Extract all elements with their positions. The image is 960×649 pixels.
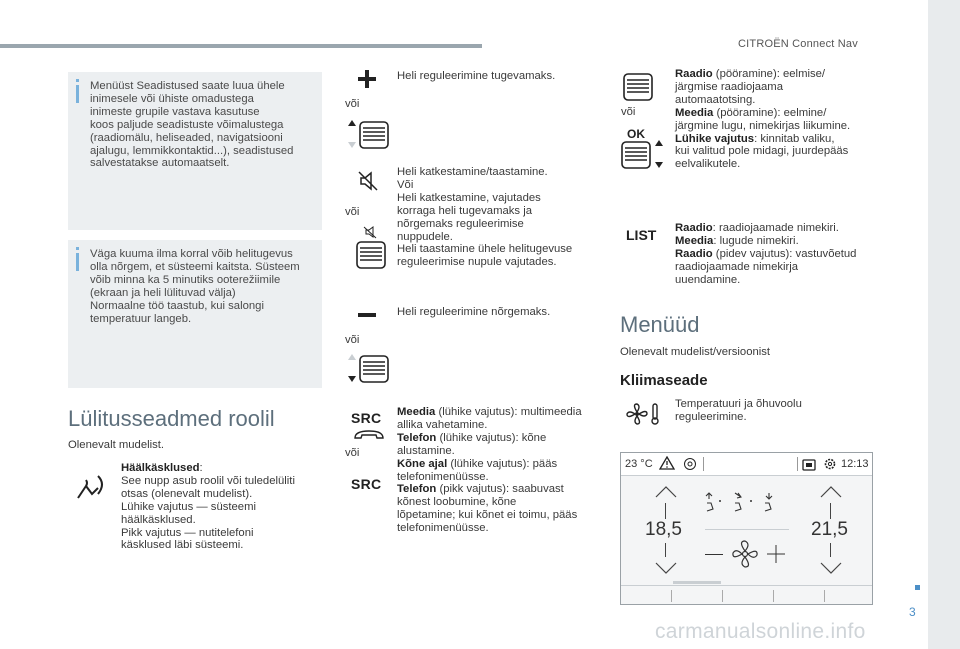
- bottom-bar-separator: [773, 590, 774, 602]
- mute-icon: [358, 170, 378, 192]
- note-box-heat: [68, 240, 322, 388]
- left-temp-divider-top: [665, 503, 666, 519]
- volume-down-text: Heli reguleerimine nõrgemaks.: [397, 306, 551, 318]
- or-label: või: [345, 447, 360, 459]
- separator: [703, 457, 704, 471]
- list-text: [675, 222, 885, 287]
- short-press-text: : kinnitab valiku, kui valitud pole midagi, juurdepääs eelvalikutele.: [675, 132, 849, 171]
- right-temp-up-icon: [820, 485, 842, 497]
- media-text: (lühike vajutus): multimeedia allika vahetamine.: [397, 406, 582, 431]
- section-subtitle: Olenevalt mudelist.: [68, 439, 165, 451]
- voice-desc: See nupp asub roolil või tuledelüliti otsas (olenevalt mudelist). Lühike vajutus — süsteemi häälkäsklused. Pikk vajutus — nutitelefoni käsklused läbi süsteemi.: [121, 474, 295, 552]
- list-radio-text: : raadiojaamade nimekiri.: [712, 222, 839, 234]
- list-button: LIST: [626, 227, 657, 243]
- voice-command-icon: [74, 472, 108, 500]
- voice-label: Häälkäsklused: [121, 462, 200, 474]
- right-temp-down-icon: [820, 561, 842, 573]
- right-temp-divider-bottom: [830, 543, 831, 557]
- note-box-settings: [68, 72, 322, 230]
- climate-text: Temperatuuri ja õhuvoolu reguleerimine.: [675, 398, 802, 423]
- or-label: või: [345, 98, 360, 110]
- src-text: [397, 406, 607, 535]
- info-icon: [76, 85, 79, 103]
- airflow-mode-icons: [703, 491, 793, 513]
- bottom-bar-separator: [722, 590, 723, 602]
- list-radio-label: Raadio: [675, 222, 713, 234]
- left-temp-up-icon: [655, 485, 677, 497]
- media-label: Meedia: [675, 106, 714, 119]
- right-temperature: 21,5: [811, 519, 848, 540]
- right-temp-divider-top: [830, 503, 831, 519]
- climate-icon: [626, 402, 662, 426]
- or-label: või: [345, 206, 360, 218]
- media-text: (pööramine): eelmine/ järgmine lugu, nimekirjas liikumine.: [675, 106, 851, 132]
- phone-text: (lühike vajutus): kõne alustamine.: [397, 431, 547, 457]
- or-label: või: [345, 334, 360, 346]
- outside-temperature: 23 °C: [625, 458, 653, 470]
- list-media-text: : lugude nimekiri.: [713, 234, 799, 247]
- note-text: Menüüst Seadistused saate luua ühele inimesele või ühiste omadustega inimeste grupile vastava kasutuse koos paljude seadistuste võimalustega (raadiomälu, heliseaded, navigatsiooni ajalugu, lemmikkontaktid...), seadistused salvestatakse automaatselt.: [90, 80, 294, 170]
- separator: [797, 457, 798, 471]
- volume-up-button: [358, 70, 376, 88]
- or-label: või: [621, 106, 636, 118]
- page-edge-strip: [928, 0, 960, 649]
- climate-screen: [620, 452, 873, 605]
- fan-increase-icon: [767, 545, 785, 563]
- volume-wheel-up-icon: [346, 120, 390, 150]
- media-icon: [802, 458, 816, 470]
- bottom-tab-indicator: [673, 581, 721, 584]
- phone-icon: [352, 428, 386, 440]
- mute-wheel-icon: [355, 226, 387, 270]
- voice-command-text: Häälkäsklused: See nupp asub roolil või tuledelüliti otsas (olenevalt mudelist). Lühike vajutus — süsteemi häälkäsklused. Pikk vajutus — nutitelefoni käsklused läbi süsteemi.: [121, 462, 295, 552]
- bottom-bar-separator: [671, 590, 672, 602]
- radio-label: Raadio: [675, 68, 713, 80]
- screen-status-bar: [621, 453, 872, 476]
- page-marker: [915, 585, 920, 590]
- call-label: Kõne ajal: [397, 457, 448, 470]
- scroll-wheel-icon: [622, 72, 654, 102]
- section-title: Lülitusseadmed roolil: [68, 406, 275, 431]
- clock: 12:13: [841, 458, 869, 470]
- volume-wheel-down-icon: [346, 354, 390, 384]
- wheel-text: [675, 68, 885, 171]
- climate-title: Kliimaseade: [620, 372, 708, 389]
- note-text: Väga kuuma ilma korral võib helitugevus olla nõrgem, et süsteemi kaitsta. Süsteem võib minna ka 5 minutiks ooterežiimile (ekraan ja heli lülituvad välja) Normaalne töö taastub, kui salongi temperatuur langeb.: [90, 248, 300, 325]
- brand-link[interactable]: CITROËN Connect Nav: [738, 38, 858, 50]
- menus-title: Menüüd: [620, 312, 700, 337]
- src-button-alt: SRC: [351, 476, 382, 492]
- fan-icon: [731, 539, 759, 569]
- src-button: SRC: [351, 410, 382, 426]
- list-radio2-text: (pidev vajutus): vastuvõetud raadiojaamade nimekirja uuendamine.: [675, 247, 857, 286]
- settings-icon: [823, 457, 837, 471]
- connect-icon: [683, 457, 697, 471]
- phone2-text: (pikk vajutus): saabuvast kõnest loobumine, kõne lõpetamine; kui kõnet ei toimu, pääs telefonimenüüsse.: [397, 483, 578, 535]
- ok-wheel-icon: [620, 140, 666, 170]
- phone-label: Telefon: [397, 431, 437, 444]
- left-temp-down-icon: [655, 561, 677, 573]
- call-text: (lühike vajutus): pääs telefonimenüüsse.: [397, 457, 558, 483]
- media-label: Meedia: [397, 406, 436, 418]
- volume-up-text: Heli reguleerimine tugevamaks.: [397, 70, 556, 82]
- info-icon: [76, 253, 79, 271]
- phone2-label: Telefon: [397, 483, 437, 496]
- list-radio2-label: Raadio: [675, 247, 713, 260]
- watermark: carmanualsonline.info: [655, 620, 866, 643]
- left-temp-divider-bottom: [665, 543, 666, 557]
- bottom-bar: [621, 585, 872, 605]
- radio-text: (pööramine): eelmise/ järgmise raadiojaama automaatotsing.: [675, 68, 826, 106]
- page-number: 3: [909, 605, 916, 619]
- volume-down-button: [358, 313, 376, 317]
- list-media-label: Meedia: [675, 234, 714, 247]
- ok-button: OK: [627, 127, 645, 141]
- bottom-bar-separator: [824, 590, 825, 602]
- mute-text: Heli katkestamine/taastamine. Või Heli katkestamine, vajutades korraga heli tugevamaks ja nõrgemaks reguleerimise nuppudele. Heli taastamine ühele helitugevuse reguleerimise nupule vajutades.: [397, 166, 573, 269]
- screen-divider: [705, 529, 789, 530]
- header-rule: [0, 44, 482, 48]
- menus-subtitle: Olenevalt mudelist/versioonist: [620, 346, 771, 358]
- fan-decrease-icon: [705, 554, 723, 555]
- short-press-label: Lühike vajutus: [675, 132, 755, 145]
- left-temperature: 18,5: [645, 519, 682, 540]
- warning-icon: [659, 456, 675, 470]
